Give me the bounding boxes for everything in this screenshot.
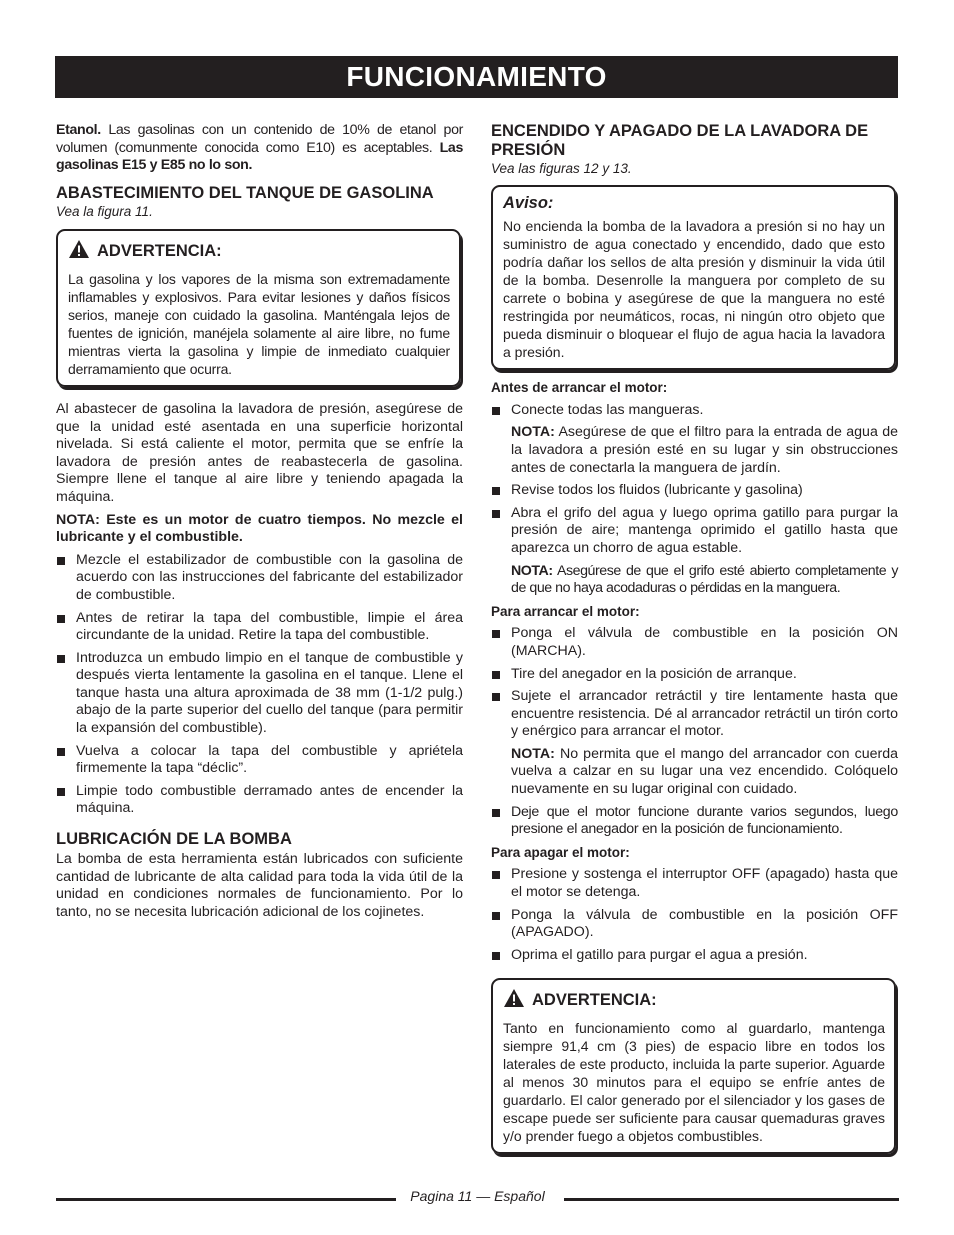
lube-paragraph: La bomba de esta herramienta están lubricados con suficiente cantidad de lubricante de alta calidad para toda la vida útil de la unidad en condiciones normales de funcionamiento. Por lo tanto, no se necesita lubricación adicional de los cojinetes. xyxy=(56,851,463,920)
list-item: Tire del anegador en la posición de arranque. xyxy=(491,666,898,684)
warning-text: La gasolina y los vapores de la misma son extremadamente inflamables y explosivos. Para evitar lesiones y daños físicos serios, maneje con cuidado la gasolina. Manténgala lejos de fuentes de ignición, manéjela solamente al aire libre, no fume mientras vierta la gasolina y limpie de inmediato cualquier derramamiento que ocurra. xyxy=(68,270,450,377)
stop-engine-label: Para apagar el motor: xyxy=(491,844,630,860)
note: NOTA: Asegúrese de que el filtro para la entrada de agua de la lavadora a presión esté en su lugar y sin obstrucciones antes de conectarla la manguera de jardín. xyxy=(511,424,898,476)
aviso-title: Aviso: xyxy=(503,193,554,212)
square-bullet-icon xyxy=(492,952,500,960)
warning-text: Tanto en funcionamiento como al guardarlo, mantenga siempre 91,4 cm (3 pies) de espacio libre en todos los laterales de este producto, incluida la parte superior. Aguarde al menos 30 minutos para el equipo se enfríe antes de guardarlo. El calor generado por el silenciador y los gases de escape puede ser suficiente para causar quemaduras graves y/o prender fuego a objetos combustibles. xyxy=(503,1020,885,1144)
list-item: Oprima el gatillo para purgar el agua a presión. xyxy=(491,947,898,965)
fuel-steps-list xyxy=(56,552,463,818)
square-bullet-icon xyxy=(57,655,65,663)
square-bullet-icon xyxy=(492,693,500,701)
start-engine-label: Para arrancar el motor: xyxy=(491,603,640,619)
square-bullet-icon xyxy=(492,487,500,495)
warning-triangle-icon xyxy=(503,988,525,1013)
square-bullet-icon xyxy=(492,407,500,415)
aviso-box xyxy=(491,185,896,371)
note: NOTA: Asegúrese de que el grifo esté abierto completamente y de que no haya acodaduras o pérdidas en la manguera. xyxy=(511,562,898,597)
footer-text-wrap xyxy=(56,1188,899,1206)
list-item: Vuelva a colocar la tapa del combustible y apriételа firmemente la tapa “déclic”. xyxy=(56,743,463,778)
right-column xyxy=(491,122,898,1168)
fuel-figure-ref: Vea la figura 11. xyxy=(56,203,153,219)
before-start-list-continued xyxy=(491,482,898,557)
square-bullet-icon xyxy=(492,671,500,679)
list-item: Abra el grifo del agua y luego oprima gatillo para purgar la presión de aire; mantenga oprimido el gatillo hasta que aparezca un chorro de agua estable. xyxy=(491,505,898,558)
square-bullet-icon xyxy=(57,615,65,623)
fuel-warning-box xyxy=(56,229,461,387)
fuel-heading: ABASTECIMIENTO DEL TANQUE DE GASOLINA xyxy=(56,183,434,202)
square-bullet-icon xyxy=(492,871,500,879)
square-bullet-icon xyxy=(492,630,500,638)
fuel-paragraph: Al abastecer de gasolina la lavadora de presión, asegúrese de que la unidad esté asentada en una superficie horizontal nivelada. Si está caliente el motor, permita que se enfríe la lavadora de presión antes de reabastecerla de gasolina. Siempre llene el tanque al aire libre y teniendo apagada la máquina. xyxy=(56,400,463,505)
square-bullet-icon xyxy=(492,912,500,920)
warning-title: ADVERTENCIA: xyxy=(532,990,657,1009)
clearance-warning-box xyxy=(491,978,896,1154)
square-bullet-icon xyxy=(492,510,500,518)
left-column xyxy=(56,122,463,926)
warning-header xyxy=(503,988,885,1013)
list-item: Sujete el arrancador retráctil y tire lentamente hasta que encuentre resistencia. Dé al arrancador retráctil un tirón corto y enérgico para arrancar el motor. xyxy=(491,688,898,741)
aviso-text: No encienda la bomba de la lavadora a presión si no hay un suministro de agua conectado y encendido, dado que esto podría dañar los sellos de alta presión y disminuir la vida útil de la bomba. Desenrolle la manguera por completo de su carrete o bobina y asegúrese de que la manguera no esté restringida por neumáticos, rocas, ni ningún otro objeto que pueda disminuir o bloquear el flujo de agua hacia la lavadora a presión. xyxy=(503,218,885,361)
note: NOTA: No permita que el mango del arrancador con cuerda vuelva a calzar en su lugar una vez encendido. Colóquelo nuevamente en su lugar original con cuidado. xyxy=(511,745,898,798)
list-item: Antes de retirar la tapa del combustible, limpie el área circundante de la unidad. Retire la tapa del combustible. xyxy=(56,610,463,645)
start-engine-list xyxy=(491,625,898,741)
list-item: Deje que el motor funcione durante varios segundos, luego presione el anegador en la posición de funcionamiento. xyxy=(491,804,898,839)
lube-heading: LUBRICACIÓN DE LA BOMBA xyxy=(56,830,292,849)
etanol-paragraph xyxy=(56,122,463,175)
warning-title: ADVERTENCIA: xyxy=(97,241,222,260)
start-engine-list-continued xyxy=(491,804,898,839)
page-banner xyxy=(55,56,898,98)
warning-header xyxy=(68,239,450,264)
list-item: Ponga el válvula de combustible en la posición ON (MARCHA). xyxy=(491,625,898,660)
warning-triangle-icon xyxy=(68,239,90,264)
stop-engine-list xyxy=(491,866,898,964)
square-bullet-icon xyxy=(57,748,65,756)
square-bullet-icon xyxy=(57,788,65,796)
start-figure-ref: Vea las figuras 12 y 13. xyxy=(491,161,632,176)
etanol-text: Las gasolinas con un contenido de 10% de etanol por volumen (comunmente conocida como E10) es aceptables. xyxy=(56,122,463,156)
square-bullet-icon xyxy=(492,809,500,817)
list-item: Conecte todas las mangueras. xyxy=(491,402,898,420)
etanol-label: Etanol. xyxy=(56,122,101,138)
list-item: Revise todos los fluidos (lubricante y gasolina) xyxy=(491,482,898,500)
list-item: Mezcle el estabilizador de combustible con la gasolina de acuerdo con las instrucciones del fabricante del estabilizador de combustible. xyxy=(56,552,463,605)
page-title: FUNCIONAMIENTO xyxy=(346,61,607,93)
list-item: Introduzca un embudo limpio en el tanque de combustible y después vierta lentamente la gasolina en el tanque. Llene el tanque hasta una altura aproximada de 38 mm (1-1/2 pulg.) abajo de la parte superior del cuello del tanque (para permitir la expansión del combustible). xyxy=(56,650,463,738)
square-bullet-icon xyxy=(57,557,65,565)
before-start-list xyxy=(491,402,898,420)
fuel-note: NOTA: Este es un motor de cuatro tiempos. No mezcle el lubricante y el combustible. xyxy=(56,511,463,546)
footer-text: Pagina 11 — Español xyxy=(402,1188,552,1204)
list-item: Ponga la válvula de combustible en la posición OFF (APAGADO). xyxy=(491,907,898,942)
etanol-bold: Las gasolinas E15 y E85 no lo son. xyxy=(56,139,463,174)
list-item: Limpie todo combustible derramado antes de encender la máquina. xyxy=(56,783,463,818)
list-item: Presione y sostenga el interruptor OFF (apagado) hasta que el motor se detenga. xyxy=(491,866,898,901)
before-start-label: Antes de arrancar el motor: xyxy=(491,380,668,396)
page-footer xyxy=(56,1188,899,1208)
start-heading: ENCENDIDO Y APAGADO DE LA LAVADORA DE PRESIÓN xyxy=(491,122,869,159)
